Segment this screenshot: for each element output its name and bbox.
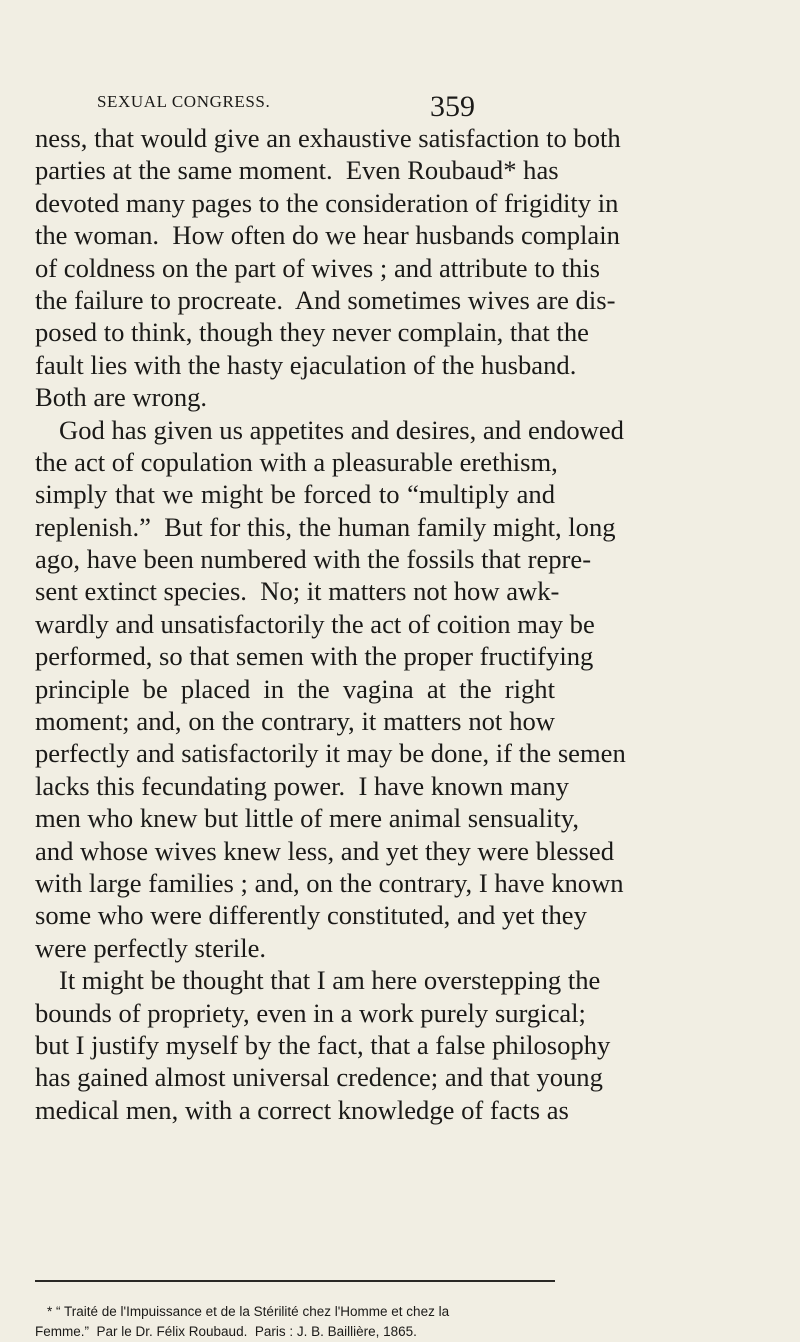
text-line: God has given us appetites and desires, and endowed bbox=[59, 414, 624, 445]
text-line: performed, so that semen with the proper fructifying bbox=[35, 641, 594, 672]
text-line: bounds of propriety, even in a work purely surgical; bbox=[35, 997, 586, 1028]
text-line: It might be thought that I am here overstepping the bbox=[59, 965, 601, 996]
page-number: 359 bbox=[430, 90, 475, 123]
text-line: the woman. How often do we hear husbands complain bbox=[35, 220, 620, 251]
text-line: medical men, with a correct knowledge of facts as bbox=[35, 1094, 569, 1125]
text-line: sent extinct species. No; it matters not how awk- bbox=[35, 576, 560, 607]
text-line: were perfectly sterile. bbox=[35, 932, 267, 963]
text-line: parties at the same moment. Even Roubaud* has bbox=[35, 155, 559, 186]
running-head: SEXUAL CONGRESS. bbox=[97, 92, 271, 111]
text-line: the act of copulation with a pleasurable erethism, bbox=[35, 446, 558, 477]
footnote-line: Femme.” Par le Dr. Félix Roubaud. Paris : J. B. Baillière, 1865. bbox=[35, 1324, 417, 1339]
text-line: men who knew but little of mere animal sensuality, bbox=[35, 803, 580, 834]
text-line: but I justify myself by the fact, that a false philosophy bbox=[35, 1029, 611, 1060]
body-text bbox=[35, 122, 626, 1126]
text-line: with large families ; and, on the contrary, I have known bbox=[35, 867, 624, 898]
text-line: some who were differently constituted, and yet they bbox=[35, 900, 587, 931]
text-line: lacks this fecundating power. I have known many bbox=[35, 770, 569, 801]
text-line: replenish.” But for this, the human family might, long bbox=[35, 511, 616, 542]
text-line: posed to think, though they never complain, that the bbox=[35, 317, 589, 348]
text-line: perfectly and satisfactorily it may be done, if the semen bbox=[35, 738, 626, 769]
text-line: ago, have been numbered with the fossils that repre- bbox=[35, 544, 592, 575]
text-line: simply that we might be forced to “multiply and bbox=[35, 479, 555, 510]
text-line: wardly and unsatisfactorily the act of coition may be bbox=[35, 608, 595, 639]
text-line: moment; and, on the contrary, it matters not how bbox=[35, 706, 555, 737]
text-line: Both are wrong. bbox=[35, 382, 208, 413]
footnote-rule bbox=[35, 1280, 555, 1282]
text-line: fault lies with the hasty ejaculation of the husband. bbox=[35, 349, 577, 380]
text-line: of coldness on the part of wives ; and attribute to this bbox=[35, 252, 601, 283]
text-line: and whose wives knew less, and yet they were blessed bbox=[35, 835, 614, 866]
text-line: has gained almost universal credence; and that young bbox=[35, 1062, 603, 1093]
footnote bbox=[35, 1302, 555, 1342]
text-line: ness, that would give an exhaustive satisfaction to both bbox=[35, 123, 621, 153]
text-line: devoted many pages to the consideration of frigidity in bbox=[35, 187, 619, 218]
footnote-line: * “ Traité de l'Impuissance et de la Stérilité chez l'Homme et chez la bbox=[47, 1304, 450, 1319]
text-line: principle be placed in the vagina at the right bbox=[35, 673, 555, 704]
text-line: the failure to procreate. And sometimes wives are dis- bbox=[35, 284, 616, 315]
